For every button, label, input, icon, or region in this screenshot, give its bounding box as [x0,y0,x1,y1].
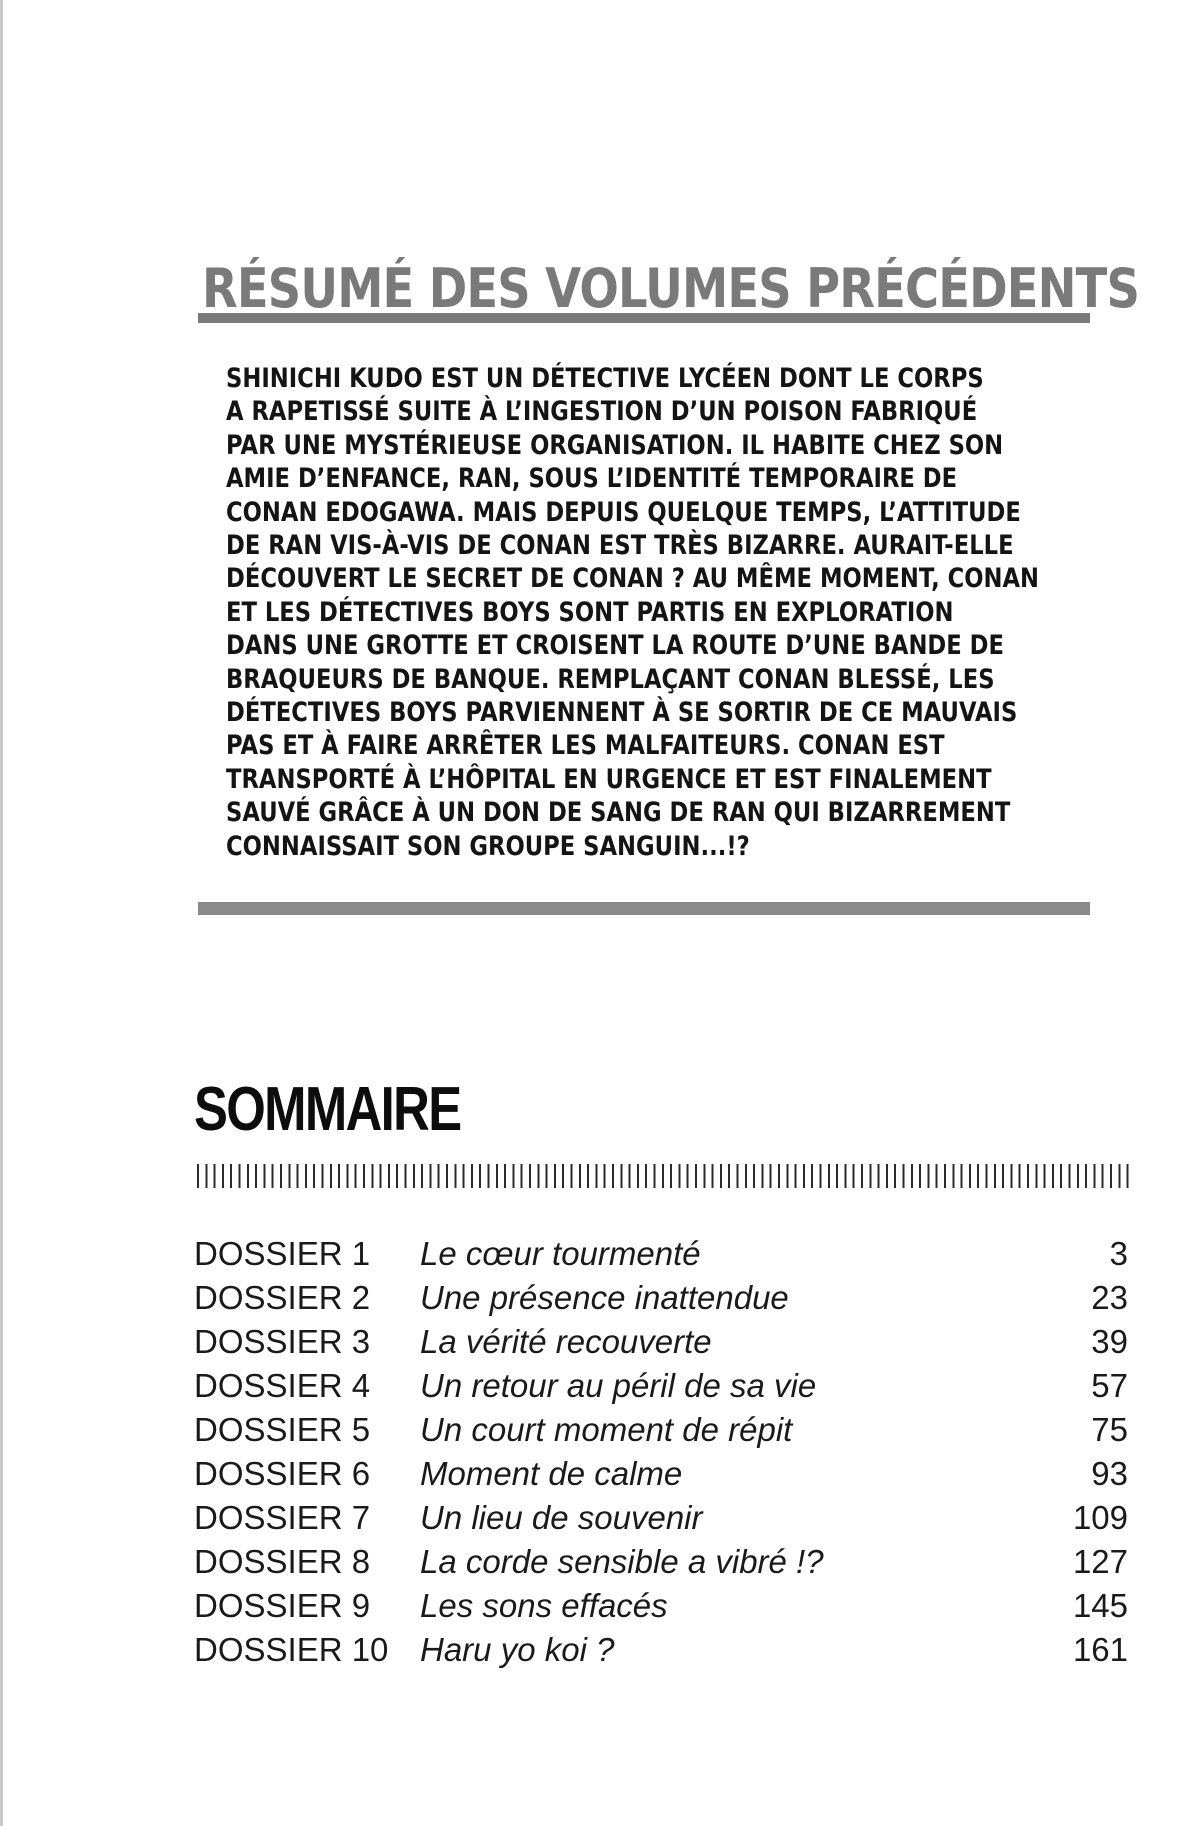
toc-page-number: 75 [1091,1411,1128,1448]
toc-entry [194,1540,1128,1584]
toc-page-number: 145 [1072,1587,1128,1624]
toc-entry [194,1320,1128,1364]
toc-page-number: 3 [1109,1235,1128,1272]
toc-dossier-label: DOSSIER 2 [194,1279,371,1316]
toc-entry [194,1364,1128,1408]
page-edge [0,0,3,1826]
sommaire-title: SOMMAIRE [194,1075,461,1144]
toc-entry [194,1276,1128,1320]
toc-page-number: 39 [1091,1323,1128,1360]
toc-entry [194,1232,1128,1276]
table-of-contents [194,1232,1128,1672]
toc-dossier-label: DOSSIER 9 [194,1587,371,1624]
resume-paragraph: SHINICHI KUDO EST UN DÉTECTIVE LYCÉEN DONT LE CORPS A RAPETISSÉ SUITE À L’INGESTION D’UN POISON FABRIQUÉ PAR UNE MYSTÉRIEUSE ORGANISATION. IL HABITE CHEZ SON AMIE D’ENFANCE, RAN, SOUS L’IDENTITÉ TEMPORAIRE DE CONAN EDOGAWA. MAIS DEPUIS QUELQUE TEMPS, L’ATTITUDE DE RAN VIS-À-VIS DE CONAN EST TRÈS BIZARRE. AURAIT-ELLE DÉCOUVERT LE SECRET DE CONAN ? AU MÊME MOMENT, CONAN ET LES DÉTECTIVES BOYS SONT PARTIS EN EXPLORATION DANS UNE GROTTE ET CROISENT LA ROUTE D’UNE BANDE DE BRAQUEURS DE BANQUE. REMPLAÇANT CONAN BLESSÉ, LES DÉTECTIVES BOYS PARVIENNENT À SE SORTIR DE CE MAUVAIS PAS ET À FAIRE ARRÊTER LES MALFAITEURS. CONAN EST TRANSPORTÉ À L’HÔPITAL EN URGENCE ET EST FINALEMENT SAUVÉ GRÂCE À UN DON DE SANG DE RAN QUI BIZARREMENT CONNAISSAIT SON GROUPE SANGUIN...!? [226,363,1040,862]
toc-dossier-label: DOSSIER 8 [194,1543,371,1580]
toc-chapter-title: La vérité recouverte [420,1323,712,1360]
resume-heading [198,250,1140,328]
toc-page-number: 23 [1091,1279,1128,1316]
toc-entry [194,1584,1128,1628]
toc-chapter-title: Les sons effacés [420,1587,668,1624]
toc-chapter-title: Moment de calme [420,1455,683,1492]
toc-entry [194,1452,1128,1496]
toc-page-number: 127 [1072,1543,1128,1580]
toc-chapter-title: Le cœur tourmenté [420,1235,701,1272]
toc-entry [194,1496,1128,1540]
toc-chapter-title: La corde sensible a vibré !? [420,1543,824,1580]
toc-dossier-label: DOSSIER 10 [194,1631,389,1668]
toc-dossier-label: DOSSIER 1 [194,1235,371,1272]
toc-chapter-title: Un lieu de souvenir [420,1499,703,1536]
toc-chapter-title: Un court moment de répit [420,1411,793,1448]
resume-bottom-rule [198,902,1090,915]
toc-entry [194,1628,1128,1672]
toc-chapter-title: Haru yo koi ? [420,1631,615,1668]
toc-dossier-label: DOSSIER 7 [194,1499,371,1536]
toc-page-number: 161 [1072,1631,1128,1668]
toc-chapter-title: Une présence inattendue [420,1279,789,1316]
toc-dossier-label: DOSSIER 4 [194,1367,371,1404]
toc-entry [194,1408,1128,1452]
toc-dossier-label: DOSSIER 3 [194,1323,371,1360]
toc-dossier-label: DOSSIER 6 [194,1455,371,1492]
toc-chapter-title: Un retour au péril de sa vie [420,1367,817,1404]
toc-page-number: 109 [1072,1499,1128,1536]
toc-page-number: 57 [1091,1367,1128,1404]
toc-page-number: 93 [1091,1455,1128,1492]
tick-rule-divider [197,1164,1129,1188]
resume-title: RÉSUMÉ DES VOLUMES PRÉCÉDENTS [202,257,1140,320]
toc-dossier-label: DOSSIER 5 [194,1411,371,1448]
